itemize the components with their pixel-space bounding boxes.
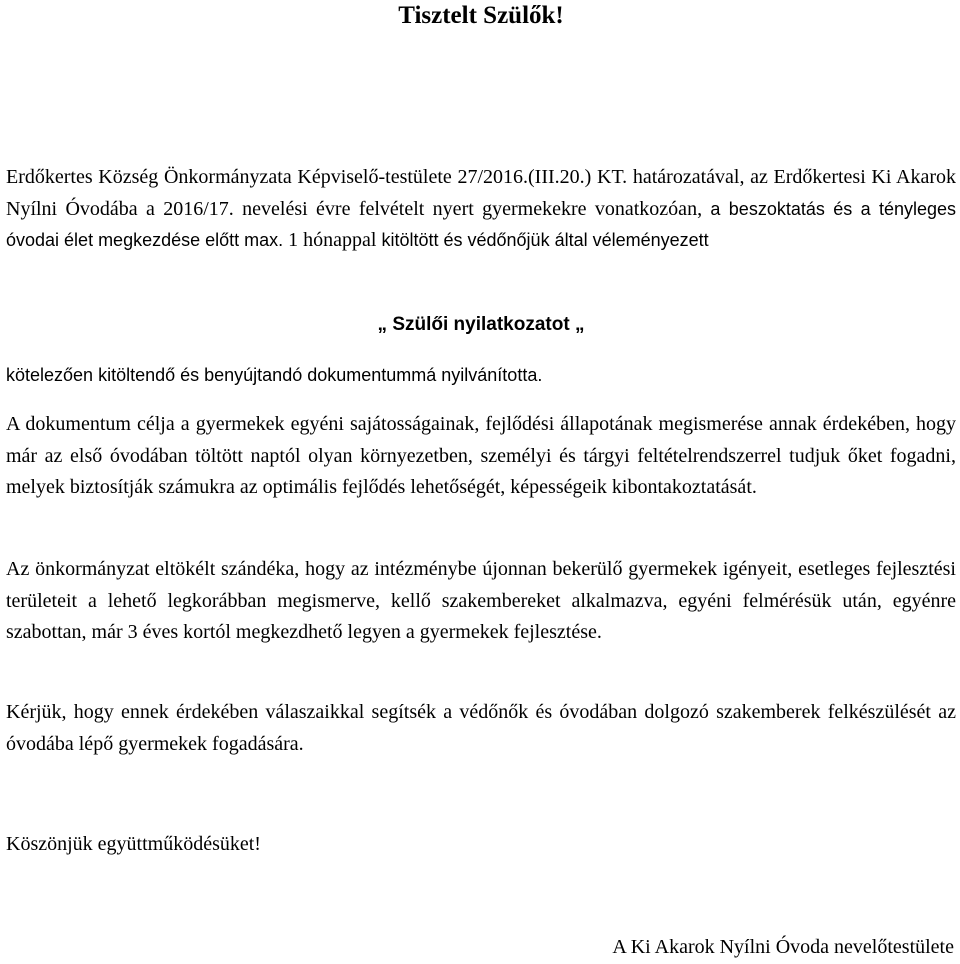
intent-paragraph: Az önkormányzat eltökélt szándéka, hogy az intézménybe újonnan bekerülő gyermekek igényeit, esetleges fejlesztési területeit a lehető legkorábban megismerve, kellő szakembereket alkalmazva, egyéni felmérésük után, egyénre szabottan, már 3 éves kortól megkezdhető legyen a gyermekek fejlesztése. bbox=[6, 558, 956, 643]
declaration-sentence: kötelezően kitöltendő és benyújtandó dokumentummá nyilvánította. bbox=[6, 365, 543, 385]
purpose-paragraph: A dokumentum célja a gyermekek egyéni sajátosságainak, fejlődési állapotának megismerése annak érdekében, hogy már az első óvodában töltött naptól olyan környezetben, személyi és tárgyi feltételrendszerrel tudjuk őket fogadni, melyek biztosítják számukra az optimális fejlődés lehetőségét, képességeik kibontakoztatását. bbox=[6, 413, 956, 498]
declaration-heading: „ Szülői nyilatkozatot „ bbox=[377, 314, 585, 335]
intro-text-sans: a beszoktatás és a tényleges óvodai élet megkezdése előtt max. bbox=[6, 198, 956, 250]
intro-paragraph bbox=[6, 162, 956, 257]
intro-text-serif: Erdőkertes Község Önkormányzata Képviselő-testülete 27/2016.(III.20.) KT. határozatával, az Erdőkertesi Ki Akarok Nyílni Óvodába a 2016/17. nevelési évre felvételt nyert gyermekekre vonatkozóan, bbox=[6, 166, 956, 220]
intro-text-sans-2: kitöltött és védőnőjük által véleményezett bbox=[376, 230, 709, 250]
document-title: Tisztelt Szülők! bbox=[398, 2, 564, 29]
thanks-line: Köszönjük együttműködésüket! bbox=[6, 833, 261, 855]
intro-text-serif-2: 1 hónappal bbox=[283, 229, 377, 251]
signature-line: A Ki Akarok Nyílni Óvoda nevelőtestülete bbox=[612, 936, 954, 958]
request-paragraph: Kérjük, hogy ennek érdekében válaszaikkal segítsék a védőnők és óvodában dolgozó szakemberek felkészülését az óvodába lépő gyermekek fogadására. bbox=[6, 701, 956, 755]
